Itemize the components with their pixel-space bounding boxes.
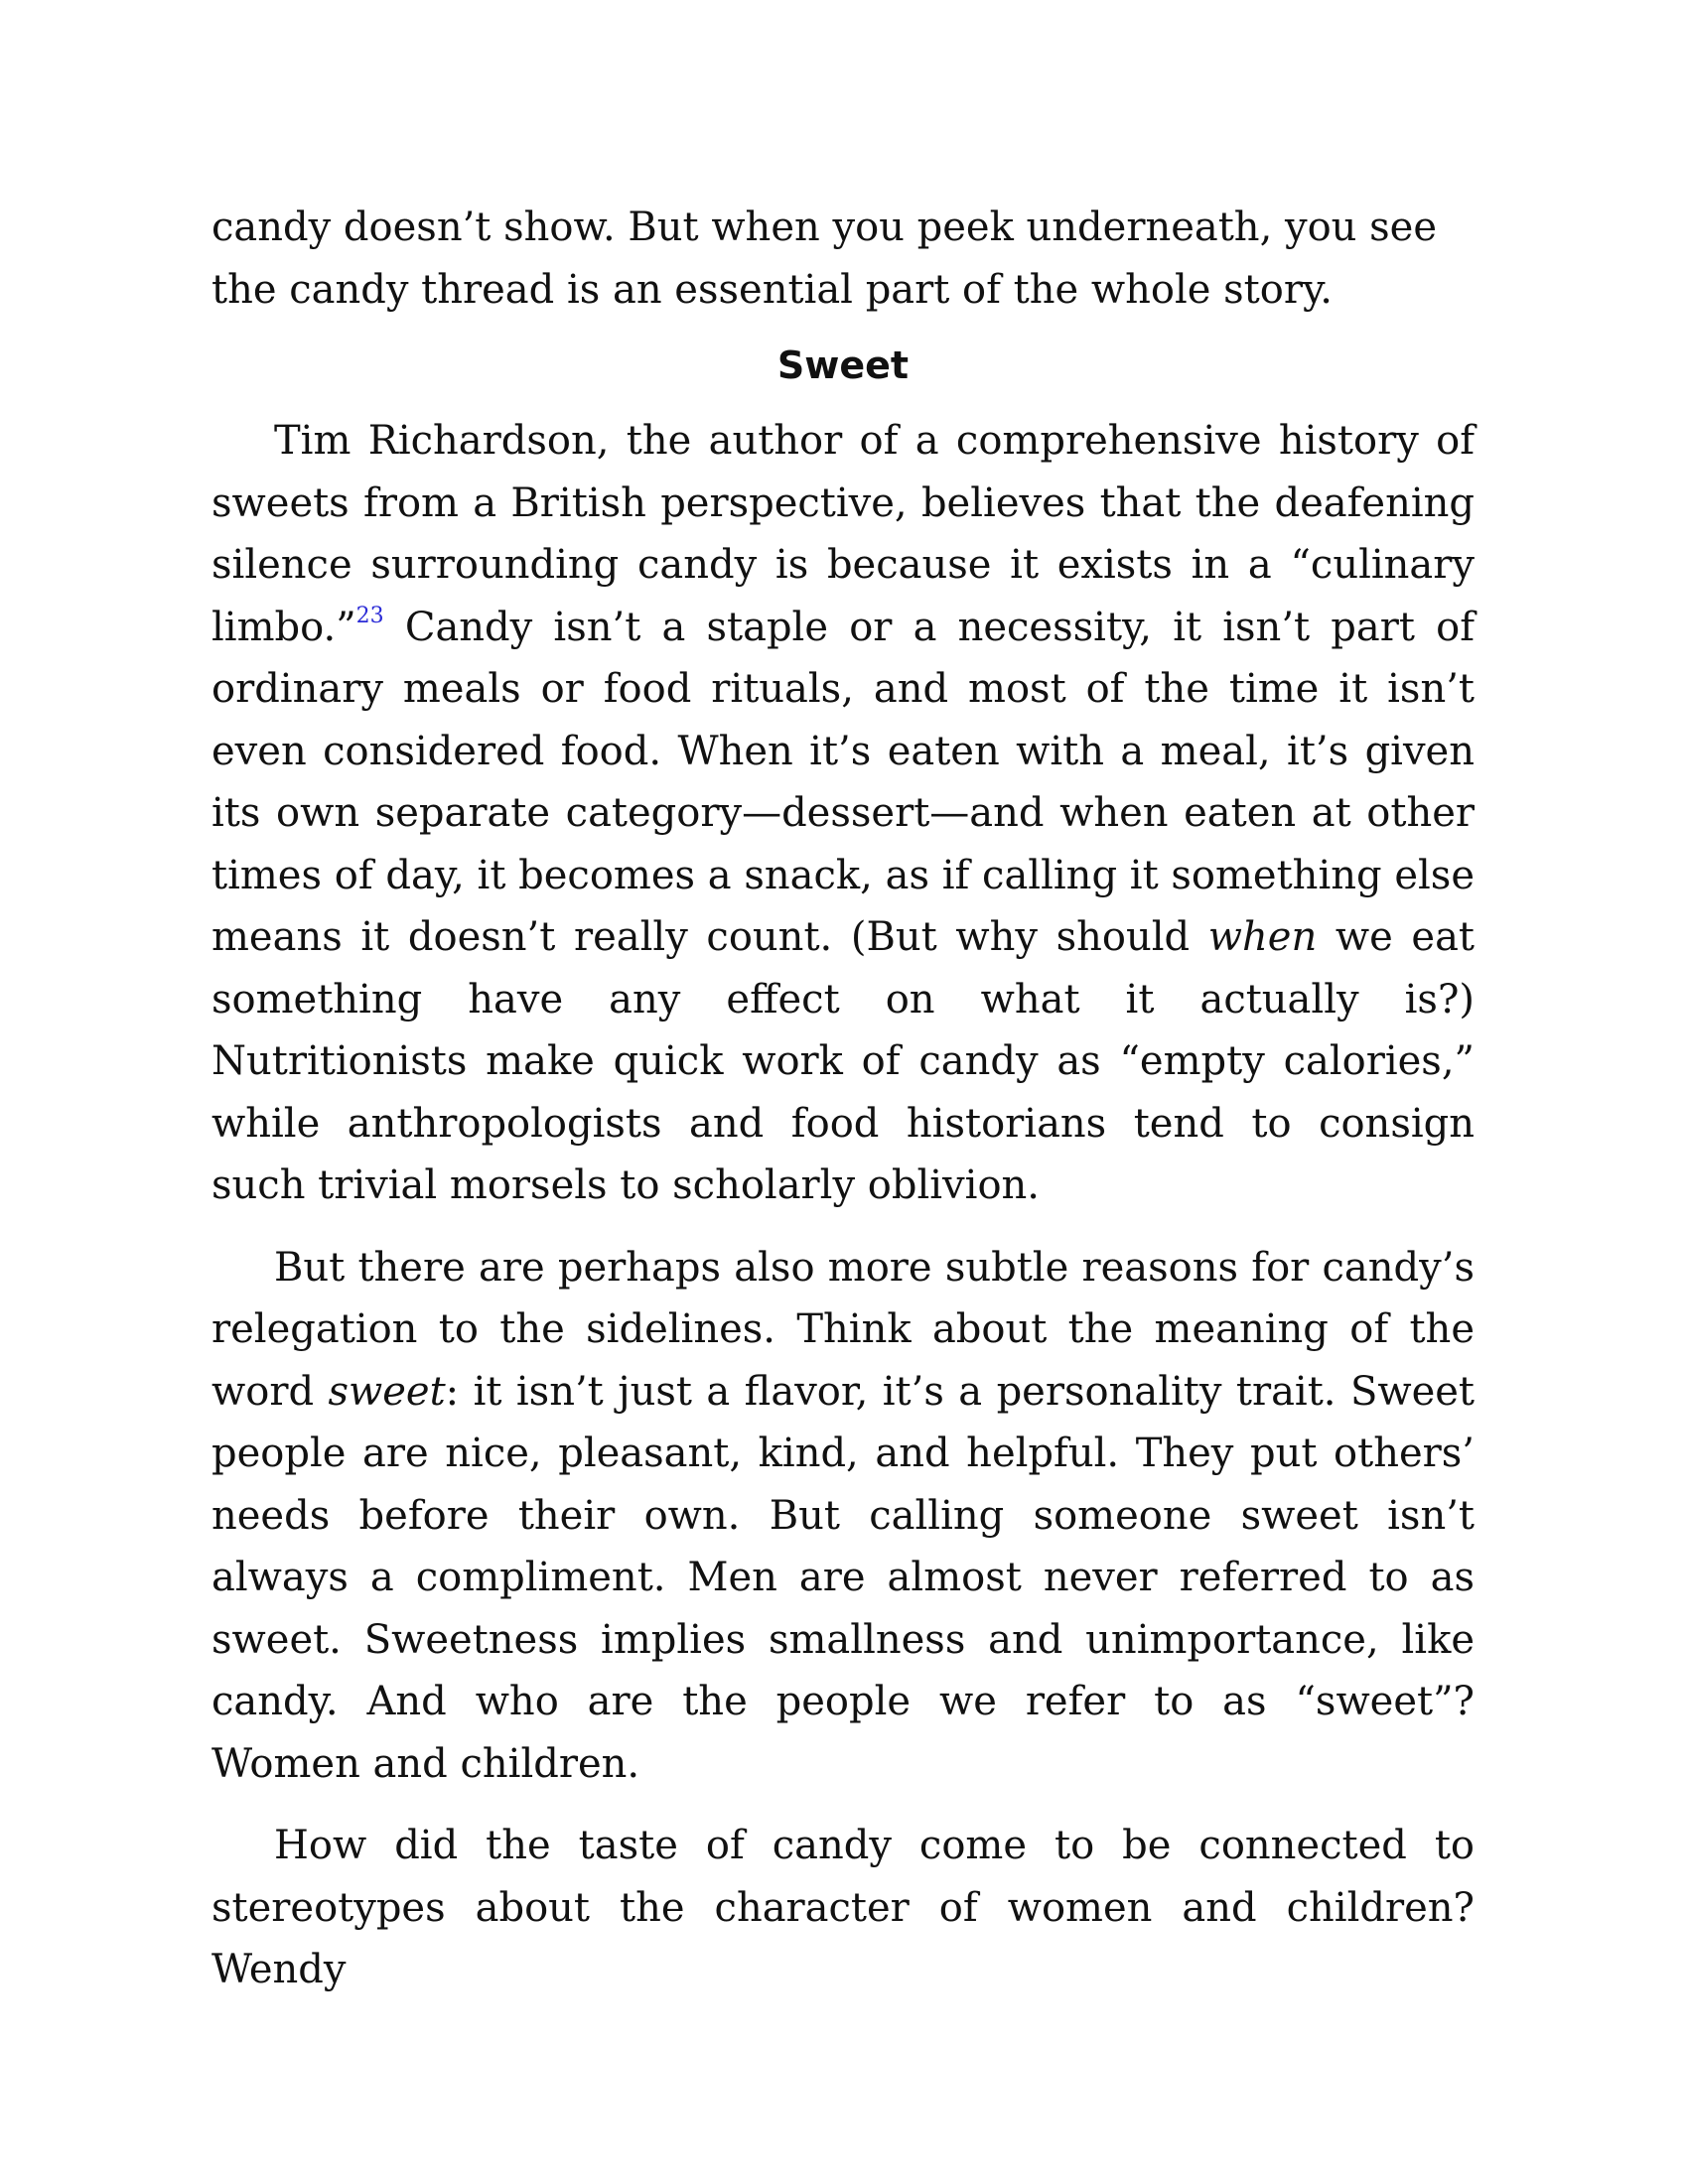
paragraph-richardson: [211, 410, 1475, 1217]
footnote-link[interactable]: 23: [355, 603, 384, 628]
emphasis-text: when: [1207, 914, 1318, 960]
book-page: [211, 197, 1475, 2001]
paragraph-text: Candy isn’t a staple or a necessity, it isn’t part of ordinary meals or food rituals, and most of the time it isn’t even considered food. When it’s eaten with a meal, it’s given its own separate category—dessert—and when eaten at other times of day, it becomes a snack, as if calling it something else means it doesn’t really count. (But why should: [211, 604, 1475, 960]
paragraph-taste: How did the taste of candy come to be connected to stereotypes about the character of women and children? Wendy: [211, 1823, 1475, 1992]
paragraph-text: But there are perhaps also more subtle reasons for candy’s relegation to the sidelines. Think about the meaning of the word: [211, 1244, 1475, 1415]
section-heading: Sweet: [776, 343, 910, 387]
paragraph-subtle-reasons: [211, 1237, 1475, 1796]
paragraph-text: Tim Richardson, the author of a comprehensive history of sweets from a British perspective, believes that the deafening silence surrounding candy is because it exists in a “culinary limbo.”: [211, 418, 1475, 650]
paragraph-continued: candy doesn’t show. But when you peek underneath, you see the candy thread is an essential part of the whole story.: [211, 205, 1438, 313]
paragraph-text: : it isn’t just a flavor, it’s a personality trait. Sweet people are nice, pleasant, kind, and helpful. They put others’ needs before their own. But calling someone sweet isn’t always a compliment. Men are almost never referred to as sweet. Sweetness implies smallness and unimportance, like candy. And who are the people we refer to as “sweet”? Women and children.: [211, 1368, 1475, 1787]
emphasis-text: sweet: [328, 1368, 446, 1415]
paragraph-text: we eat something have any effect on what it actually is?) Nutritionists make quick work of candy as “empty calories,” while anthropologists and food historians tend to consign such trivial morsels to scholarly oblivion.: [211, 914, 1475, 1208]
